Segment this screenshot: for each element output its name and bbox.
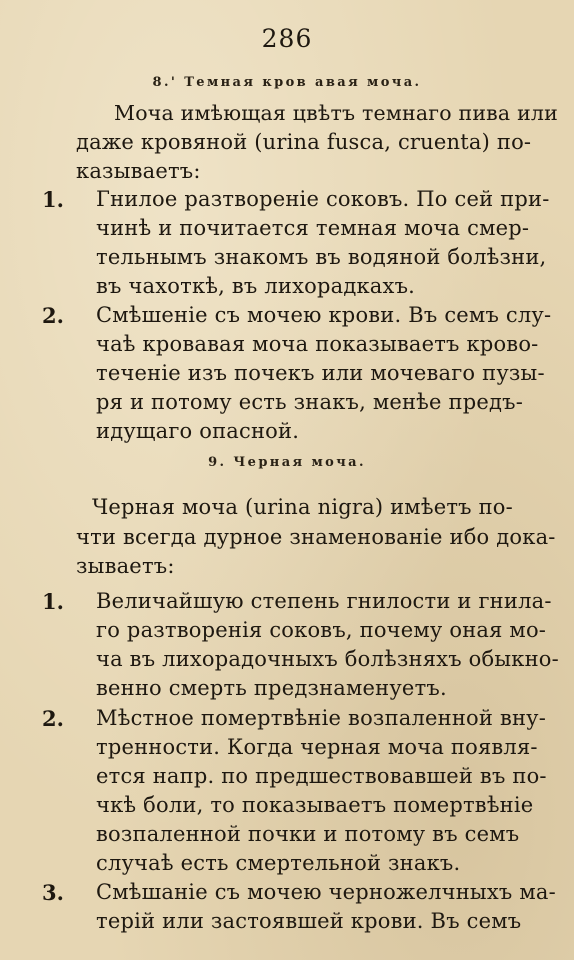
text-line: въ чахоткѣ, въ лихорадкахъ. <box>96 274 416 298</box>
text-line: Гнилое разтвореніе соковъ. По сей при- <box>96 187 550 211</box>
text-line: казываетъ: <box>76 159 201 183</box>
text-line: чинѣ и почитается темная моча смер- <box>96 216 530 240</box>
text-line: терій или застоявшей крови. Въ семъ <box>96 909 522 933</box>
text-line: Смѣшеніе съ мочею крови. Въ семъ слу- <box>96 303 552 327</box>
page-number: 286 <box>261 24 313 53</box>
text-line: даже кровяной (urina fusca, cruenta) по- <box>76 130 532 154</box>
text-line: Черная моча (urina nigra) имѣетъ по- <box>92 495 513 519</box>
text-line: идущаго опасной. <box>96 419 300 443</box>
text-line: зываетъ: <box>76 554 175 578</box>
item-number: 1. <box>42 589 64 614</box>
text-line: го разтворенія соковъ, почему оная мо- <box>96 618 547 642</box>
text-line: Мѣстное помертвѣніе возпаленной вну- <box>96 706 547 730</box>
text-line: чкѣ боли, то показываетъ помертвѣніе <box>96 793 534 817</box>
text-line: тренности. Когда черная моча появля- <box>96 735 538 759</box>
item-number: 2. <box>42 303 64 328</box>
text-line: ча въ лихорадочныхъ болѣзняхъ обыкно- <box>96 647 559 671</box>
text-line: венно смерть предзнаменуетъ. <box>96 676 447 700</box>
text-line: тельнымъ знакомъ въ водяной болѣзни, <box>96 245 547 269</box>
section-heading-dark-bloody-urine: 8.' Темная кров авая моча. <box>152 75 422 90</box>
item-number: 1. <box>42 187 64 212</box>
text-line: Смѣшаніе съ мочею черножелчныхъ ма- <box>96 880 556 904</box>
text-line: ется напр. по предшествовавшей въ по- <box>96 764 547 788</box>
text-line: Моча имѣющая цвѣтъ темнаго пива или <box>114 101 559 125</box>
section-heading-black-urine: 9. Черная моча. <box>208 455 366 470</box>
text-line: ря и потому есть знакъ, менѣе предъ- <box>96 390 524 414</box>
text-line: теченіе изъ почекъ или мочеваго пузы- <box>96 361 545 385</box>
text-line: случаѣ есть смертельной знакъ. <box>96 851 461 875</box>
text-line: чти всегда дурное знаменованіе ибо дока- <box>76 525 556 549</box>
text-line: чаѣ кровавая моча показываетъ крово- <box>96 332 539 356</box>
item-number: 2. <box>42 706 64 731</box>
item-number: 3. <box>42 880 64 905</box>
text-line: Величайшую степень гнилости и гнила- <box>96 589 552 613</box>
text-line: возпаленной почки и потому въ семъ <box>96 822 520 846</box>
